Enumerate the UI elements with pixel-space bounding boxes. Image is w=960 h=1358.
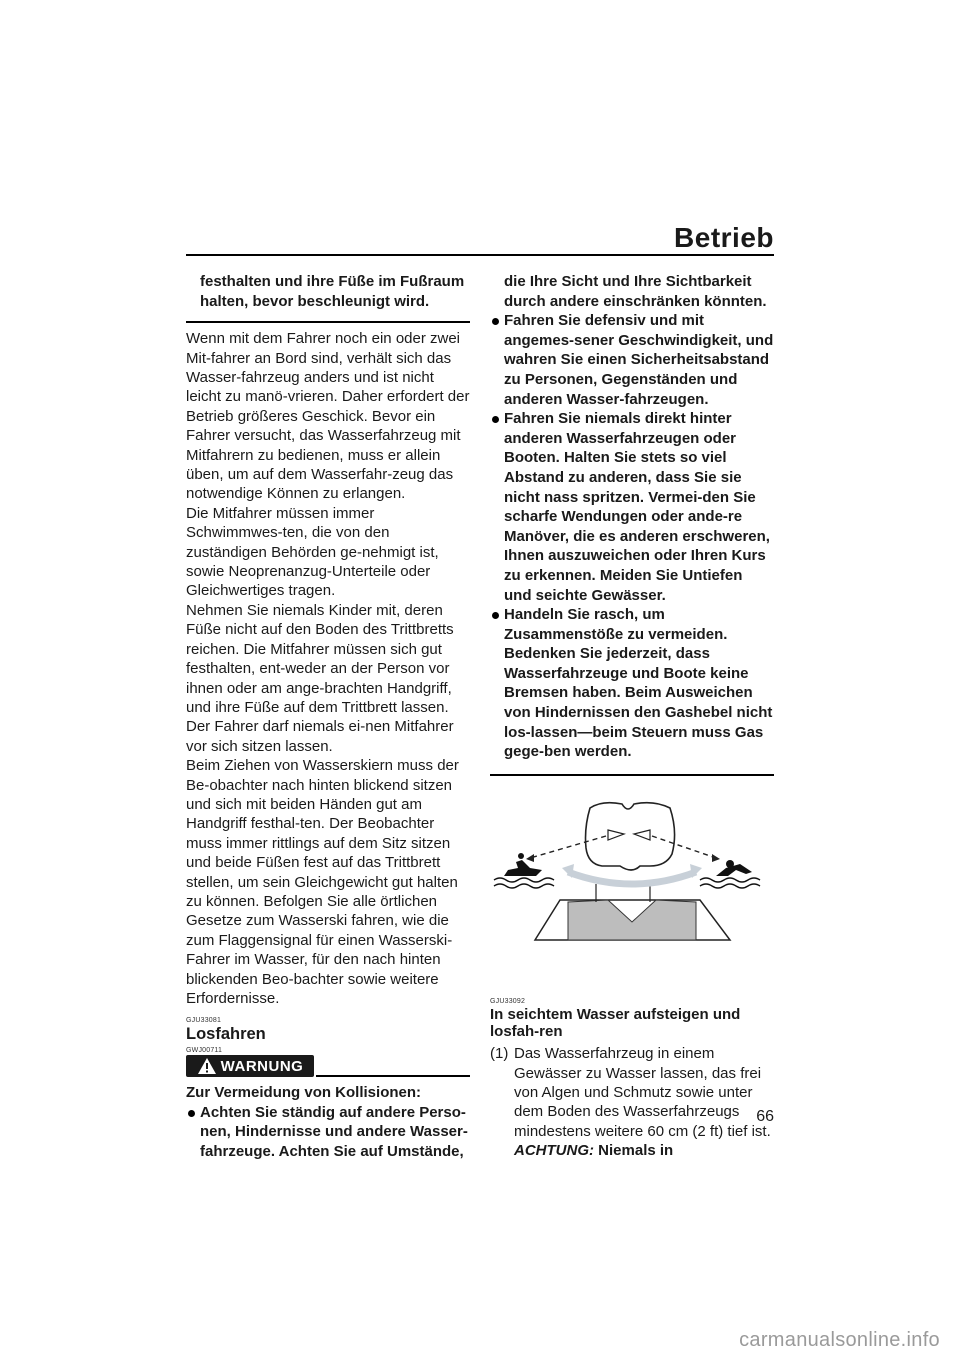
- warning-bullets-right: [490, 311, 774, 762]
- bullet-continuation: die Ihre Sicht und Ihre Sichtbarkeit durch andere einschränken könnten.: [504, 273, 767, 310]
- right-column: [490, 272, 774, 1161]
- list-item: [490, 311, 774, 409]
- page-title: Betrieb: [674, 222, 774, 253]
- list-item: [490, 409, 774, 605]
- watermark: carmanualsonline.info: [739, 1329, 940, 1351]
- bullet-dot: [492, 416, 499, 423]
- warning-triangle-icon: [197, 1057, 217, 1075]
- list-item: [186, 1103, 470, 1162]
- bullet-dot: [492, 612, 499, 619]
- lookout-illustration: [490, 792, 774, 942]
- turn-arrow: [568, 872, 696, 884]
- paragraph-children: Nehmen Sie niemals Kinder mit, deren Füße nicht auf den Boden des Trittbretts reichen. Die Mitfahrer müssen sich gut festhalten, ent-weder an der Person vor ihnen oder am ange-brachten Handgriff, und ihre Füße auf dem Trittbrett lassen. Der Fahrer darf niemals ei-nen Mitfahrer vor sich sitzen lassen.: [186, 601, 454, 755]
- head-outline: [586, 803, 675, 870]
- bullet-dot: [188, 1110, 195, 1117]
- title-rule: [186, 254, 774, 256]
- intro-divider: [186, 321, 470, 323]
- warning-label: WARNUNG: [220, 1057, 304, 1075]
- caution-label: ACHTUNG:: [514, 1142, 594, 1160]
- step-text: [514, 1044, 774, 1160]
- warning-header: [186, 1055, 470, 1077]
- list-item: [490, 605, 774, 762]
- warning-code: GWJ00711: [186, 1047, 223, 1055]
- warning-intro: Zur Vermeidung von Kollisionen:: [186, 1084, 422, 1102]
- step-1: [490, 1044, 774, 1160]
- paragraph-passengers: Wenn mit dem Fahrer noch ein oder zwei Mit-fahrer an Bord sind, verhält sich das Wasser-fahrzeug anders und ist nicht leicht zu manö-vrieren. Daher erfordert der Betrieb größeres Geschick. Bevor ein Fahrer versucht, das Wasserfahrzeug mit Mitfahrern zu bedienen, muss er allein üben, um auf dem Wasserfahr-zeug das notwendige Können zu erlangen.: [186, 330, 470, 503]
- bullet-text: Achten Sie ständig auf andere Perso-nen, Hindernisse und andere Wasser-fahrzeuge. Achten Sie auf Umstände,: [200, 1103, 468, 1160]
- intro-bold-text: festhalten und ihre Füße im Fußraum halten, bevor beschleunigt wird.: [200, 273, 465, 310]
- waves-right: [700, 878, 760, 882]
- swimmer-icon: [716, 860, 752, 876]
- warning-badge: [186, 1055, 314, 1077]
- section-code: GJU33092: [490, 998, 526, 1006]
- paragraph-lifejackets: Die Mitfahrer müssen immer Schwimmwes-ten, die von den zuständigen Behörden ge-nehmigt ist, sowie Neoprenanzug-Unterteile oder Gleichwertiges tragen.: [186, 504, 439, 600]
- warning-bullets-left: [186, 1103, 470, 1162]
- warning-rule: [316, 1075, 470, 1077]
- paragraph-waterski: Beim Ziehen von Wasserskiern muss der Be-obachter nach hinten blickend sitzen und sich mit beiden Händen gut am Handgriff festhal-ten. Der Beobachter muss immer rittlings auf dem Sitz sitzen und beide Füßen fest auf das Trittbrett stellen, um sein Gleichgewicht gut halten zu können. Befolgen Sie alle örtlichen Gesetze zum Wasserski fahren, wie die zum Flaggensignal für einen Wasserski-Fahrer im Wasser, für den nach hinten blickenden Beo-bachter sowie weitere Erfordernisse.: [186, 757, 459, 1007]
- bullet-text: Fahren Sie niemals direkt hinter anderen Wasserfahrzeugen oder Booten. Halten Sie stets so viel Abstand zu anderen, dass Sie sie nicht nass spritzen. Vermei-den Sie scharfe Wendungen oder ande-re Manöver, die es anderen erschweren, Ihnen auszuweichen oder Ihren Kurs zu erkennen. Meiden Sie Untiefen und seichte Gewässer.: [504, 410, 770, 604]
- section-title-losfahren: Losfahren: [186, 1025, 266, 1044]
- bullet-text: Handeln Sie rasch, um Zusammenstöße zu vermeiden. Bedenken Sie jederzeit, dass Wasserfahrzeuge und Boote keine Bremsen haben. Beim Ausweichen von Hindernissen den Gashebel nicht los-lassen—beim Steuern muss Gas gege-ben werden.: [504, 606, 773, 761]
- waves-left: [494, 878, 554, 882]
- section-code: GJU33081: [186, 1017, 222, 1025]
- bullet-text: Fahren Sie defensiv und mit angemes-sener Geschwindigkeit, und wahren Sie einen Sicherheitsabstand zu Personen, Gegenständen und anderen Wasser-fahrzeugen.: [504, 312, 774, 408]
- warning-end-rule: [490, 774, 774, 776]
- step-body: Das Wasserfahrzeug in einem Gewässer zu Wasser lassen, das frei von Algen und Schmutz sowie unter dem Boden des Wasserfahrzeugs mindestens weitere 60 cm (2 ft) tief ist.: [514, 1045, 771, 1140]
- section-title-shallow-water: In seichtem Wasser aufsteigen und losfah-ren: [490, 1006, 741, 1041]
- left-column: [186, 272, 470, 1162]
- bullet-dot: [492, 318, 499, 325]
- step-number: (1): [490, 1045, 509, 1063]
- caution-text: Niemals in: [598, 1142, 674, 1160]
- page-number: 66: [756, 1108, 774, 1125]
